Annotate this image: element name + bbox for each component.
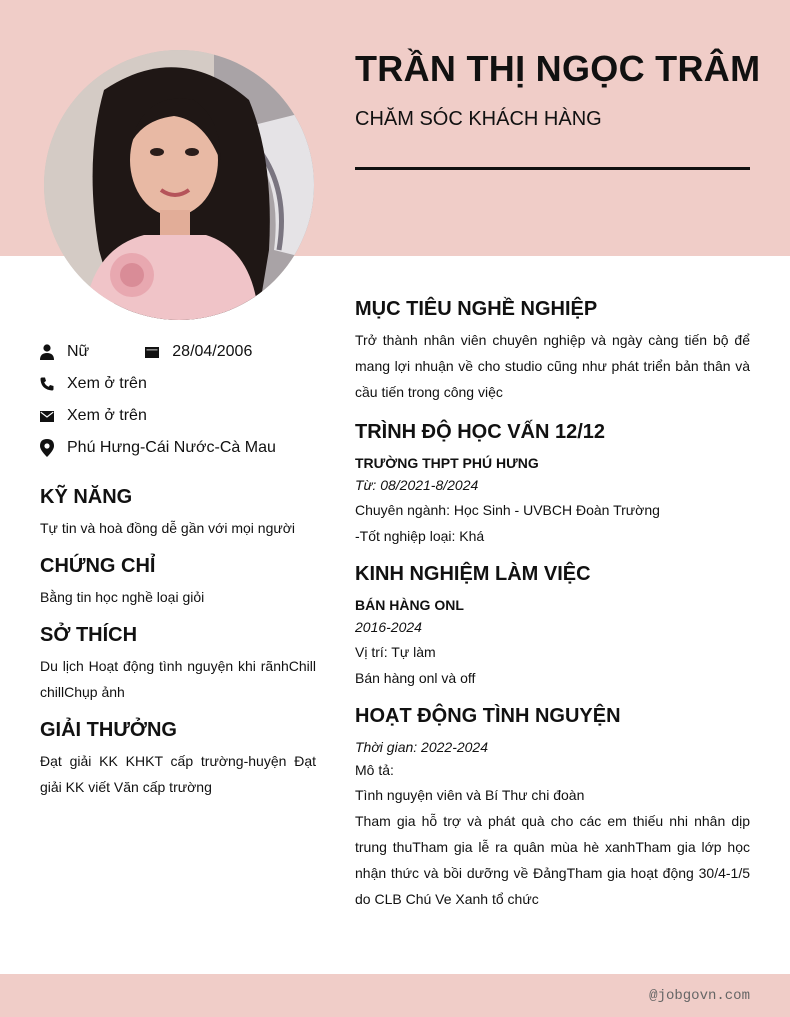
volunteer-heading: HOẠT ĐỘNG TÌNH NGUYỆN: [355, 705, 621, 727]
objective-heading: MỤC TIÊU NGHỀ NGHIỆP: [355, 298, 598, 320]
volunteer-period: Thời gian: 2022-2024: [355, 739, 488, 755]
awards-heading: GIẢI THƯỞNG: [40, 719, 177, 741]
volunteer-desc-label: Mô tả:: [355, 762, 394, 778]
education-section: [355, 421, 750, 549]
mail-icon: [40, 408, 54, 424]
objective-text: Trở thành nhân viên chuyên nghiệp và ngày càng tiến bộ để mang lợi nhuận về cho studio cũng như phát triển bản thân và cầu tiến trong công việc: [355, 332, 750, 400]
school-name: TRƯỜNG THPT PHÚ HƯNG: [355, 455, 539, 471]
experience-description: Bán hàng onl và off: [355, 670, 476, 686]
education-grade: -Tốt nghiệp loại: Khá: [355, 528, 485, 544]
location-pin-icon: [40, 440, 54, 456]
phone-value: Xem ở trên: [67, 375, 147, 392]
skills-text: Tự tin và hoà đồng dễ gần với mọi người: [40, 520, 296, 536]
experience-position: Vị trí: Tự làm: [355, 644, 436, 660]
experience-period: 2016-2024: [355, 619, 422, 635]
info-row-email: [40, 400, 316, 432]
info-row-gender-birthday: [40, 336, 316, 368]
certificates-heading: CHỨNG CHỈ: [40, 555, 156, 577]
info-row-address: [40, 432, 316, 464]
avatar: [44, 50, 314, 320]
email-value: Xem ở trên: [67, 407, 147, 424]
experience-heading: KINH NGHIỆM LÀM VIỆC: [355, 563, 591, 585]
gender-item: [40, 343, 89, 361]
education-major: Chuyên ngành: Học Sinh - UVBCH Đoàn Trường: [355, 502, 660, 518]
profile-photo: [44, 50, 314, 320]
job-title: CHĂM SÓC KHÁCH HÀNG: [355, 108, 602, 130]
left-column: [40, 336, 316, 800]
right-column: [355, 298, 750, 912]
hobbies-section: [40, 624, 316, 705]
phone-icon: [40, 376, 54, 392]
address-value: Phú Hưng-Cái Nước-Cà Mau: [67, 439, 276, 456]
hobbies-heading: SỞ THÍCH: [40, 624, 138, 646]
birthday-item: [145, 343, 252, 361]
experience-section: [355, 563, 750, 691]
footer-watermark: @jobgovn.com: [649, 988, 750, 1004]
volunteer-section: [355, 705, 750, 912]
certificates-section: [40, 555, 316, 610]
volunteer-text: Tham gia hỗ trợ và phát quà cho các em thiếu nhi nhân dịp trung thuTham gia lễ ra quân mùa hè xanhTham gia lớp học nhận thức và bồi dưỡng về ĐảngTham gia hoạt động 30/4-1/5 do CLB Chú Ve Xanh tổ chức: [355, 813, 750, 907]
gender-value: Nữ: [67, 343, 90, 360]
skills-heading: KỸ NĂNG: [40, 486, 133, 508]
awards-text: Đạt giải KK KHKT cấp trường-huyện Đạt giải KK viết Văn cấp trường: [40, 753, 316, 795]
calendar-icon: [145, 344, 159, 360]
awards-section: [40, 719, 316, 800]
candidate-name: TRẦN THỊ NGỌC TRÂM: [355, 48, 761, 89]
volunteer-line1: Tình nguyện viên và Bí Thư chi đoàn: [355, 787, 585, 803]
certificates-text: Bằng tin học nghề loại giỏi: [40, 589, 205, 605]
skills-section: [40, 486, 316, 541]
header-divider: [355, 167, 750, 170]
hobbies-text: Du lịch Hoạt động tình nguyện khi rãnhChill chillChụp ảnh: [40, 658, 316, 700]
person-icon: [40, 344, 54, 360]
birthday-value: 28/04/2006: [172, 343, 253, 360]
objective-section: [355, 298, 750, 405]
info-row-phone: [40, 368, 316, 400]
education-period: Từ: 08/2021-8/2024: [355, 477, 479, 493]
company-name: BÁN HÀNG ONL: [355, 597, 464, 613]
education-heading: TRÌNH ĐỘ HỌC VẤN 12/12: [355, 421, 606, 443]
